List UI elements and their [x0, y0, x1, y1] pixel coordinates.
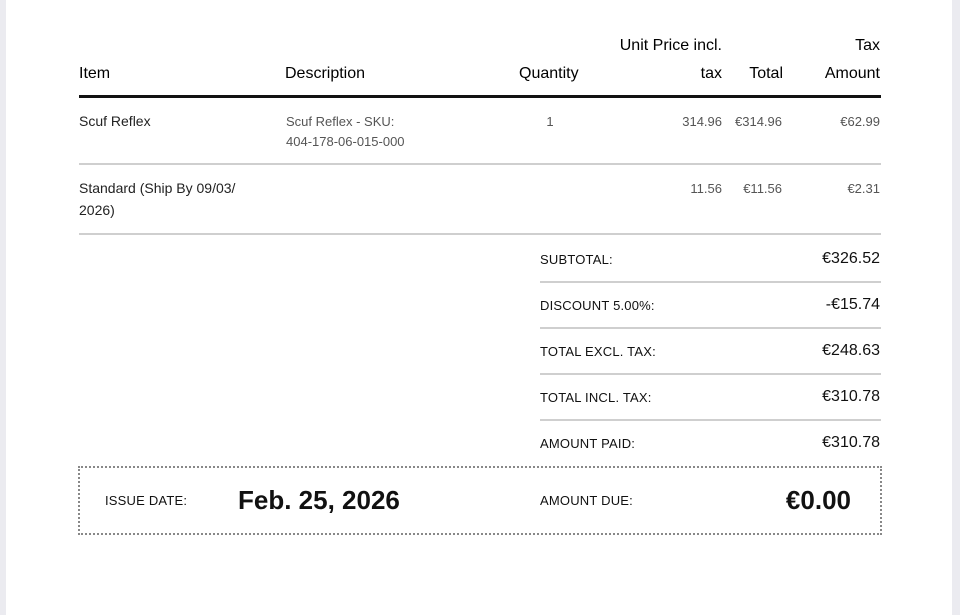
total-incl-tax-label: TOTAL INCL. TAX: — [540, 390, 652, 405]
header-tax-amount-line2: Amount — [824, 65, 880, 82]
header-tax-amount-line1: Tax — [855, 37, 880, 54]
amount-due-value: €0.00 — [785, 485, 851, 515]
row1-divider — [79, 163, 881, 165]
total-excl-tax-label: TOTAL EXCL. TAX: — [540, 344, 656, 359]
total-excl-tax-divider — [540, 373, 881, 375]
header-total: Total — [749, 65, 783, 82]
total-incl-tax-divider — [540, 419, 881, 421]
invoice-page — [6, 0, 952, 615]
header-item: Item — [79, 65, 111, 82]
discount-value: -€15.74 — [825, 296, 880, 313]
amount-paid-value: €310.78 — [822, 434, 880, 451]
row2-tax-amount: €2.31 — [847, 181, 880, 196]
amount-paid-label: AMOUNT PAID: — [540, 436, 636, 451]
discount-label: DISCOUNT 5.00%: — [540, 298, 655, 313]
row1-item: Scuf Reflex — [79, 113, 151, 129]
row1-description-line1: Scuf Reflex - SKU: — [286, 114, 395, 129]
row1-description-line2: 404-178-06-015-000 — [286, 134, 405, 149]
header-unit-price-line2: tax — [700, 65, 722, 82]
row1-quantity: 1 — [546, 114, 554, 129]
discount-divider — [540, 327, 881, 329]
row1-tax-amount: €62.99 — [840, 114, 880, 129]
amount-due-label: AMOUNT DUE: — [540, 493, 633, 508]
header-divider — [79, 95, 881, 98]
row2-total: €11.56 — [743, 181, 782, 196]
row2-item-line2: 2026) — [79, 202, 115, 218]
subtotal-label: SUBTOTAL: — [540, 252, 613, 267]
header-unit-price-line1: Unit Price incl. — [619, 37, 722, 54]
row2-unit-price: 11.56 — [690, 181, 722, 196]
header-description: Description — [285, 65, 366, 82]
row2-divider — [79, 233, 881, 235]
total-excl-tax-value: €248.63 — [822, 342, 880, 359]
issue-date-value: Feb. 25, 2026 — [238, 485, 400, 515]
row1-total: €314.96 — [735, 114, 782, 129]
total-incl-tax-value: €310.78 — [822, 388, 880, 405]
subtotal-value: €326.52 — [822, 250, 880, 267]
subtotal-divider — [540, 281, 881, 283]
row2-item-line1: Standard (Ship By 09/03/ — [79, 180, 236, 196]
header-quantity: Quantity — [519, 65, 579, 82]
issue-date-label: ISSUE DATE: — [105, 493, 188, 508]
row1-unit-price: 314.96 — [682, 114, 722, 129]
